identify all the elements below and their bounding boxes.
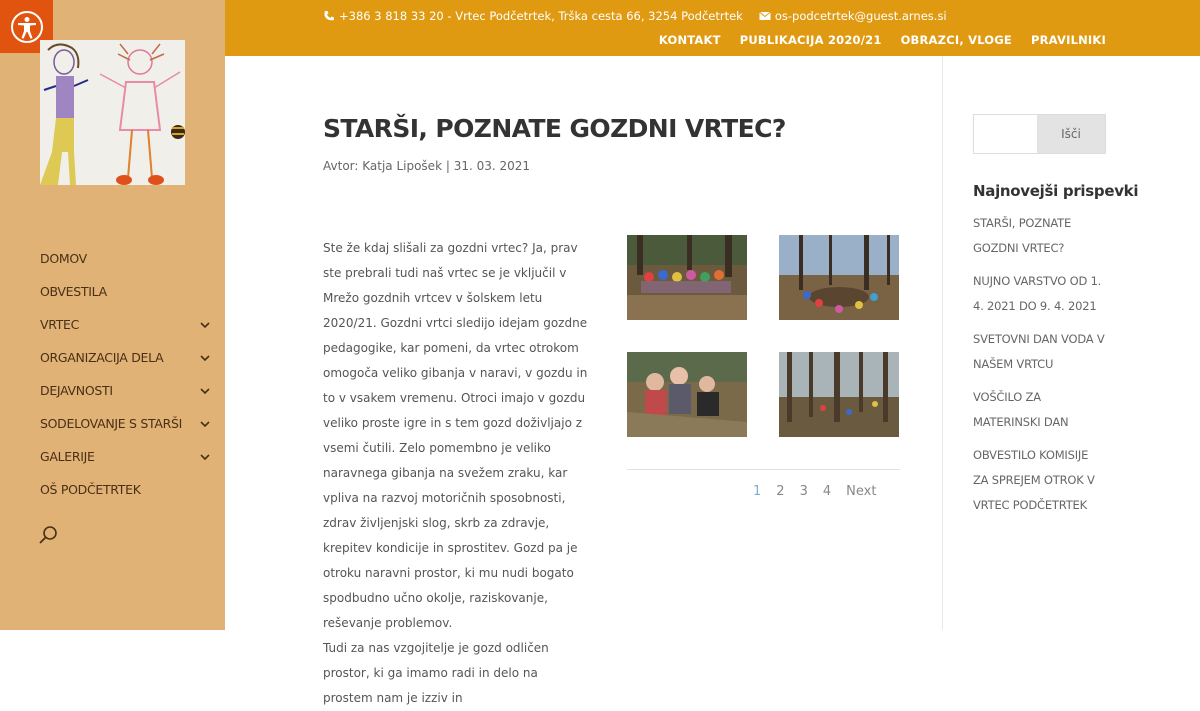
right-sidebar: [973, 114, 1139, 526]
nav-item-label: DEJAVNOSTI: [40, 383, 113, 398]
email-link[interactable]: [759, 9, 947, 23]
search-input[interactable]: [974, 115, 1037, 153]
recent-post-link[interactable]: SVETOVNI DAN VODA V NAŠEM VRTCU: [973, 332, 1105, 371]
nav-item-label: SODELOVANJE S STARŠI: [40, 416, 183, 431]
nav-item-label: ORGANIZACIJA DELA: [40, 350, 164, 365]
site-logo[interactable]: [40, 40, 185, 185]
nav-item-obvestila[interactable]: [40, 275, 210, 308]
page-link-1[interactable]: 1: [753, 484, 762, 499]
mail-icon: [759, 10, 771, 22]
recent-post-link[interactable]: NUJNO VARSTVO OD 1. 4. 2021 DO 9. 4. 2021: [973, 274, 1102, 313]
page-link-3[interactable]: 3: [799, 484, 808, 499]
chevron-down-icon[interactable]: [200, 386, 210, 396]
gallery-thumbnail-1[interactable]: [627, 235, 747, 320]
nav-item-label: OBVESTILA: [40, 284, 107, 299]
phone-address-text: +386 3 818 33 20 - Vrtec Podčetrtek, Trška cesta 66, 3254 Podčetrtek: [339, 9, 743, 23]
next-page-link[interactable]: Next: [846, 484, 877, 499]
post-paragraph: Tudi za nas vzgojitelje je gozd odličen prostor, ki ga imamo radi in delo na prostem nam je izziv in: [323, 641, 549, 705]
top-nav-publikacija[interactable]: PUBLIKACIJA 2020/21: [739, 33, 882, 47]
top-nav: [659, 33, 1106, 47]
chevron-down-icon[interactable]: [200, 353, 210, 363]
search-button[interactable]: Išči: [1037, 115, 1105, 153]
contact-info: [323, 9, 947, 23]
post-paragraph: Ste že kdaj slišali za gozdni vrtec? Ja, prav ste prebrali tudi naš vrtec se je vključil v Mrežo gozdnih vrtcev v šolskem letu 2020/21. Gozdni vrtci sledijo idejam gozdne pedagogike, kar pomeni, da vrtec otrokom omogoča veliko gibanja v naravi, v gozdu in to v vsakem vremenu. Otroci imajo v gozdu veliko proste igre in s tem gozd doživljajo z vsemi čutili. Zelo pomembno je veliko naravnega gibanja na svežem zraku, kar vpliva na razvoj motoričnih sposobnosti, zdrav življenjski slog, skrb za zdravje, krepitev kondicije in sprostitev. Gozd pa je otroku naravni prostor, ki mu nudi bogato spodbudno učno okolje, raziskovanje, reševanje problemov.: [323, 241, 588, 630]
recent-post-link[interactable]: VOŠČILO ZA MATERINSKI DAN: [973, 390, 1069, 429]
gallery-thumbnail-3[interactable]: [627, 352, 747, 437]
accessibility-icon: [10, 10, 44, 44]
nav-item-label: DOMOV: [40, 251, 87, 266]
nav-item-dejavnosti[interactable]: [40, 374, 210, 407]
nav-item-vrtec[interactable]: [40, 308, 210, 341]
phone-icon: [323, 10, 335, 22]
nav-item-os-podcetrtek[interactable]: [40, 473, 210, 506]
nav-item-label: OŠ PODČETRTEK: [40, 482, 141, 497]
nav-item-domov[interactable]: [40, 242, 210, 275]
top-nav-kontakt[interactable]: KONTAKT: [658, 33, 721, 47]
post-meta: Avtor: Katja Lipošek | 31. 03. 2021: [323, 159, 531, 173]
nav-item-galerije[interactable]: [40, 440, 210, 473]
nav-item-label: VRTEC: [40, 317, 80, 332]
post-body: [323, 236, 591, 711]
recent-post-link[interactable]: OBVESTILO KOMISIJE ZA SPREJEM OTROK V VRTEC PODČETRTEK: [973, 448, 1095, 512]
search-form: [973, 114, 1106, 154]
nav-item-organizacija-dela[interactable]: [40, 341, 210, 374]
recent-posts-list: [973, 211, 1106, 518]
recent-posts-heading: Najnovejši prispevki: [973, 182, 1139, 200]
nav-item-label: GALERIJE: [40, 449, 95, 464]
top-nav-obrazci-vloge[interactable]: OBRAZCI, VLOGE: [900, 33, 1012, 47]
email-text: os-podcetrtek@guest.arnes.si: [774, 9, 947, 23]
gallery-thumbnail-4[interactable]: [779, 352, 899, 437]
main-nav: [40, 242, 210, 506]
sidebar-divider: [942, 56, 943, 630]
gallery-thumbnail-2[interactable]: [779, 235, 899, 320]
page-link-4[interactable]: 4: [822, 484, 832, 499]
page-link-2[interactable]: 2: [776, 484, 785, 499]
left-sidebar: [0, 0, 225, 630]
chevron-down-icon[interactable]: [200, 452, 210, 462]
post-title: STARŠI, POZNATE GOZDNI VRTEC?: [323, 114, 786, 143]
top-nav-pravilniki[interactable]: PRAVILNIKI: [1030, 33, 1106, 47]
gallery-divider: [627, 469, 900, 470]
chevron-down-icon[interactable]: [200, 419, 210, 429]
child-drawing-image: [40, 40, 185, 185]
gallery-pagination: [753, 484, 876, 499]
nav-item-sodelovanje-s-starsi[interactable]: [40, 407, 210, 440]
chevron-down-icon[interactable]: [200, 320, 210, 330]
search-icon[interactable]: [38, 524, 60, 546]
top-bar: [225, 0, 1200, 56]
recent-post-link[interactable]: STARŠI, POZNATE GOZDNI VRTEC?: [973, 216, 1072, 255]
